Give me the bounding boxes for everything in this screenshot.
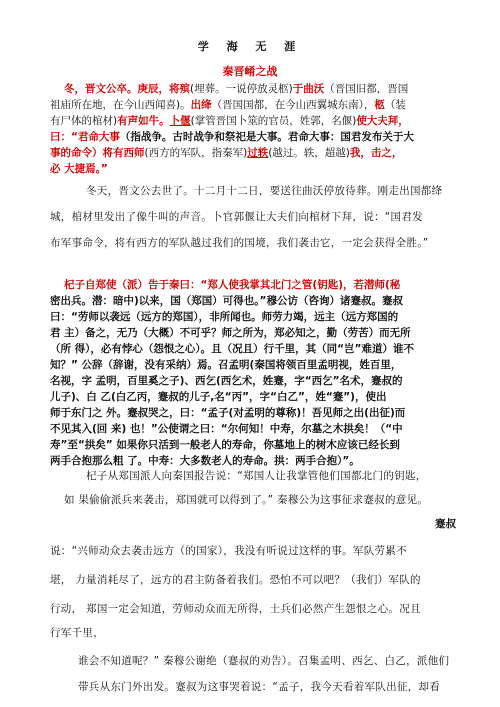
annotation: 有尸体的棺材)	[50, 115, 118, 127]
original-text: 柩	[374, 99, 385, 111]
section-title: 秦晋崤之战	[222, 65, 278, 78]
translation-line: 谁会不知道呢？” 秦穆公谢绝（蹇叔的劝告）。召集孟明、西乞、白乙，派他们	[78, 655, 450, 667]
translation-line: 杞子从郑国派人向秦国报告说：“郑国人让我掌管他们国都北门的钥匙，	[86, 470, 427, 482]
original-line	[50, 99, 406, 112]
original-text: 卜偃	[169, 115, 191, 127]
original-line: 曰：“劳师以袭远（远方的郑国），非所闻也。师劳力竭，远主（远方郑国的	[50, 311, 399, 323]
original-line	[50, 163, 108, 176]
translation-line: 冬天，晋文公去世了。十二月十二日，要送往曲沃停放待葬。刚走出国都绛	[86, 185, 443, 197]
annotation: （晋国国都，在今山西翼城东南），	[211, 99, 375, 111]
original-line: 密出兵。潜：暗中)以来，国（郑国）可得也。”穆公访（咨询）诸蹇叔。蹇叔	[50, 295, 403, 307]
original-line: 寿”至“拱矣” 如果你只活到一般老人的寿命，你墓地上的树木应该已经长到	[50, 439, 400, 451]
translation-line: 堪， 力量消耗尽了，远方的君主防备着我们。恐怕不可以吧？（我们）军队的	[50, 574, 421, 586]
page-header-title: 学 海 无 涯	[197, 40, 303, 53]
original-line: 君 主）备之，无乃（大概）不可乎？师之所为，郑必知之，勤（劳苦）而无所	[50, 327, 411, 339]
original-text: 必 大捷焉。”	[50, 163, 108, 175]
original-line: 两手合抱那么粗 了。中寿：大多数老人的寿命。拱：两手合抱）”。	[50, 455, 360, 467]
annotation: (掌管晋国卜筮的官员，姓郭，名偃)	[190, 115, 357, 127]
original-line: 知？” 公辞（辞谢，没有采纳）焉。召孟明(秦国将领百里孟明视，姓百里，	[50, 359, 402, 371]
original-line: （所 得），必有悖心（怨恨之心）。且（况且）行千里，其（同“岂”难道）谁不	[50, 343, 414, 355]
original-text: 过轶	[247, 147, 269, 159]
translation-line: 城，棺材里发出了像牛叫的声音。卜官郭偃让大夫们向棺材下拜，说：“国君发	[50, 211, 423, 223]
translation-line: 行军千里，	[50, 627, 104, 639]
translation-line: 说：“兴师动众去袭击远方（的国家），我没有听说过这样的事。军队劳累不	[50, 545, 407, 557]
annotation: （晋国旧都，晋国	[324, 83, 409, 95]
annotation: (西方的军队，指秦军)	[144, 147, 248, 159]
original-line	[50, 147, 402, 160]
translation-line: 如 果偷偷派兵来袭击，郑国就可以得到了。” 秦穆公为这事征求蹇叔的意见。	[64, 494, 429, 506]
original-text: 曰：“君命大事	[50, 131, 120, 143]
original-line	[50, 131, 414, 144]
annotation: (埋葬。一说停放灵柩)	[190, 83, 293, 95]
original-text: 使大夫拜，	[356, 115, 409, 127]
annotation: （指战争。古时战争和祭祀是大事。君命大事：国君发布关于大	[119, 131, 414, 143]
original-text: 于曲沃	[292, 83, 325, 95]
translation-line: 行动， 郑国一定会知道，劳师动众而无所得，士兵们必然产生怨恨之心。况且	[50, 603, 421, 615]
original-line: 名视，字 孟明，百里奚之子)、西乞(西乞术，姓蹇，字“西乞”名术，蹇叔的	[50, 375, 403, 387]
annotation: (越过。轶，超越)	[268, 147, 350, 159]
annotation: 祖庙所在地，在今山西闻喜)。	[50, 99, 191, 111]
original-line	[64, 83, 408, 96]
annotation: （装	[384, 99, 406, 111]
original-text: 出绛	[190, 99, 212, 111]
speaker-label: 蹇叔	[435, 518, 456, 530]
original-line: 师于东门之 外。蹇叔哭之，曰：“孟子(对孟明的尊称)！吾见师之出(出征)而	[50, 407, 406, 419]
original-text: 有声如牛。	[117, 115, 170, 127]
original-line: 杞子自郑使（派）告于秦曰：“郑人使我掌其北门之管(钥匙)，若潜师(秘	[64, 279, 401, 291]
original-text: 我，击之，	[349, 147, 403, 159]
original-line	[50, 115, 409, 128]
original-line: 儿子)、白 乙(白乙丙，蹇叔的儿子,名“丙”，字“白乙”，姓“蹇”)，使出	[50, 391, 387, 403]
original-text: 事的命令）将有西师	[50, 147, 145, 159]
translation-line: 布军事命令，将有西方的军队越过我们的国境，我们袭击它，一定会获得全胜。”	[50, 237, 429, 249]
original-line: 不见其入(回 来) 也！”公使谓之曰：“尔何知！中寿，尔墓之木拱矣！（“中	[50, 423, 403, 435]
translation-line: 带兵从东门外出发。蹇叔为这事哭着说：“孟子，我今天看着军队出征，却看	[78, 681, 441, 693]
original-text: 冬，晋文公卒。庚辰，将殡	[64, 83, 190, 95]
